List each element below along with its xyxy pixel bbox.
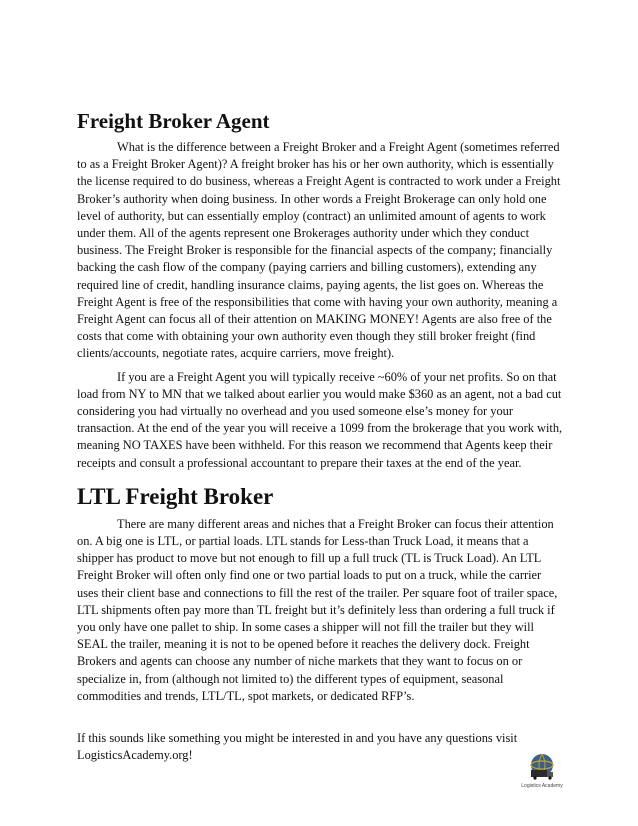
closing-paragraph: If this sounds like something you might be interested in and you have any questions visit LogisticsAcademy.org! xyxy=(77,731,518,763)
section-heading-freight-broker-agent: Freight Broker Agent xyxy=(77,109,270,133)
globe-truck-icon xyxy=(507,750,577,784)
logo-label: Logistics Academy xyxy=(521,783,563,789)
paragraph-ltl: There are many different areas and niches that a Freight Broker can focus their attention on. A big one is LTL, or partial loads. LTL stands for Less-than Truck Load, it means that a shipper has product to move but not enough to fill up a full truck (TL is Truck Load). An LTL Freight Broker will often only find one or two partial loads to put on a truck, while the carrier uses their client base and connections to fill the rest of the trailer. Per square foot of trailer space, LTL shipments often pay more than TL freight but it’s definitely less than ordering a full truck if you only have one pallet to ship. In some cases a shipper will not fill the trailer but they will SEAL the trailer, meaning it is not to be opened before it reaches the delivery dock. Freight Brokers and agents can choose any number of niche markets that they want to focus on or specialize in, from (although not limited to) the different types of equipment, seasonal commodities and trends, LTL/TL, spot markets, or dedicated RFP’s. xyxy=(77,516,558,703)
paragraph-agent-vs-broker: What is the difference between a Freight Broker and a Freight Agent (sometimes referred to as a Freight Broker Agent)? A freight broker has his or her own authority, which is essentially the license required to do business, whereas a Freight Agent is contracted to work under a Freight Broker’s authority when doing business. In other words a Freight Brokerage can only hold one level of authority, but can essentially employ (contract) an unlimited amount of agents to work under them. All of the agents represent one Brokerages authority under which they conduct business. The Freight Broker is responsible for the financial aspects of the company; financially backing the cash flow of the company (paying carriers and billing customers), extending any required line of credit, handling insurance claims, paying agents, the list goes on. Whereas the Freight Agent is free of the responsibilities that come with having your own authority, meaning a Freight Agent can focus all of their attention on MAKING MONEY! Agents are also free of the costs that come with obtaining your own authority even though they still broker freight (find clients/accounts, negotiate rates, acquire carriers, move freight). xyxy=(77,140,561,361)
document-body xyxy=(77,108,563,765)
logistics-academy-logo xyxy=(507,750,577,790)
paragraph-agent-profits: If you are a Freight Agent you will typically receive ~60% of your net profits. So on that load from NY to MN that we talked about earlier you would make $360 as an agent, not a bad cut considering you had virtually no overhead and you used someone else’s money for your transaction. At the end of the year you will receive a 1099 from the brokerage that you work with, meaning NO TAXES have been withheld. For this reason we recommend that Agents keep their receipts and consult a professional accountant to prepare their taxes at the end of the year. xyxy=(77,369,563,470)
section-heading-ltl-freight-broker: LTL Freight Broker xyxy=(77,483,274,509)
